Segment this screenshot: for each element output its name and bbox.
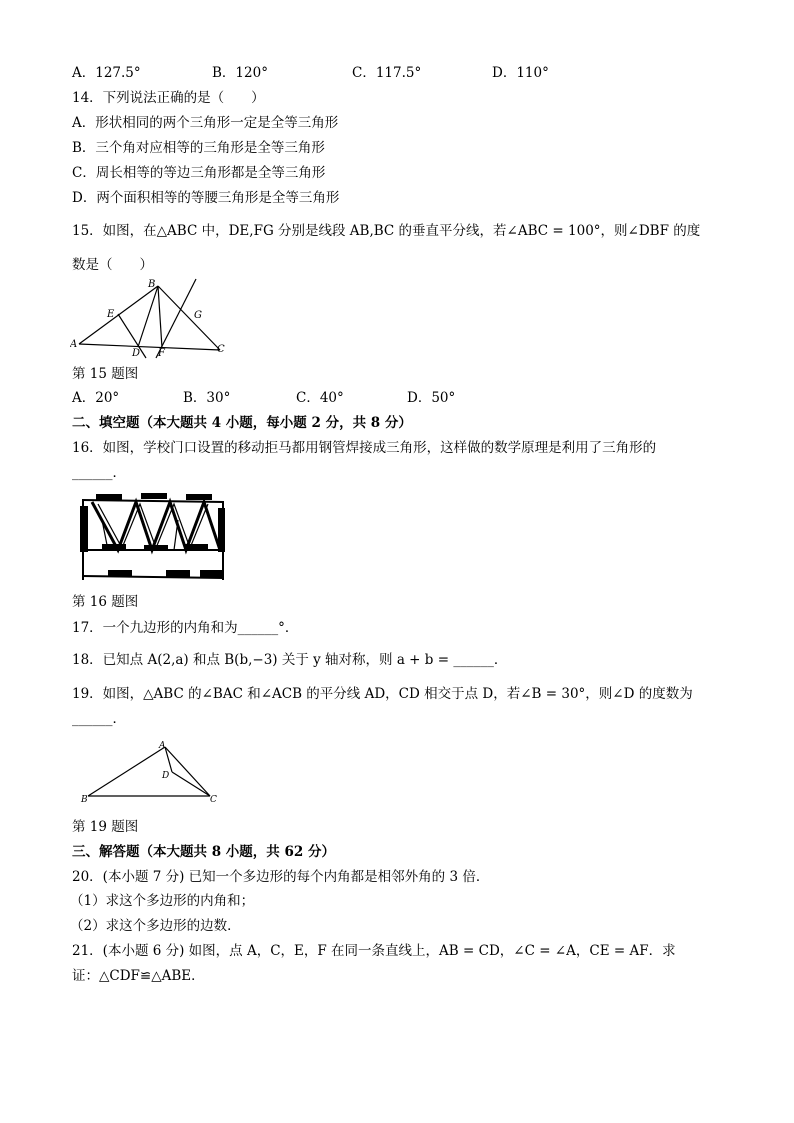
q15-segment-bf — [158, 286, 162, 348]
q15-option-c: C．40° — [296, 390, 344, 406]
q19-label-b: B — [81, 795, 88, 805]
q20-sub1: （1）求这个多边形的内角和； — [70, 893, 255, 909]
q14-option-a: A．形状相同的两个三角形一定是全等三角形 — [72, 115, 339, 131]
q20-stem: 20．(本小题 7 分) 已知一个多边形的每个内角都是相邻外角的 3 倍． — [72, 869, 490, 885]
q15-label-d: D — [132, 348, 141, 359]
section2-heading: 二、填空题（本大题共 4 小题，每小题 2 分，共 8 分） — [72, 415, 412, 431]
q14-option-c: C．周长相等的等边三角形都是全等三角形 — [72, 165, 326, 181]
q19-stem-line2: ______． — [72, 711, 126, 727]
q15-option-b: B．30° — [183, 390, 231, 406]
q15-label-c: C — [217, 344, 225, 355]
q21-stem-line2: 证：△CDF≌△ABE． — [72, 968, 205, 984]
q15-option-a: A．20° — [72, 390, 120, 406]
q19-caption: 第 19 题图 — [72, 819, 139, 835]
q19-label-d: D — [162, 771, 170, 781]
q18-stem: 18．已知点 A(2,a) 和点 B(b,−3) 关于 y 轴对称，则 a + b = ______． — [72, 652, 508, 668]
q15-label-e: E — [107, 309, 115, 320]
q19-stem-line1: 19．如图，△ABC 的∠BAC 和∠ACB 的平分线 AD，CD 相交于点 D，若∠B = 30°，则∠D 的度数为 — [72, 686, 693, 702]
q15-stem-line1: 15．如图，在△ABC 中，DE,FG 分别是线段 AB,BC 的垂直平分线，若∠ABC = 100°，则∠DBF 的度 — [72, 223, 701, 239]
q16-barrier-figure — [78, 490, 228, 586]
q15-figure — [70, 278, 230, 360]
q14-option-d: D．两个面积相等的等腰三角形是全等三角形 — [72, 190, 340, 206]
q15-caption: 第 15 题图 — [72, 366, 139, 382]
q19-segment-ab — [88, 747, 165, 796]
q15-option-d: D．50° — [407, 390, 456, 406]
q14-stem: 14．下列说法正确的是（ ） — [72, 90, 265, 106]
q15-segment-bc — [158, 286, 220, 350]
q21-stem-line1: 21．(本小题 6 分) 如图，点 A，C，E，F 在同一条直线上，AB = CD，∠C = ∠A，CE = AF．求 — [72, 943, 676, 959]
q15-label-b: B — [148, 279, 156, 290]
q19-label-a: A — [159, 741, 166, 751]
q13-option-c: C．117.5° — [352, 65, 422, 81]
q15-label-g: G — [194, 310, 202, 321]
q19-figure — [78, 738, 223, 806]
q16-caption: 第 16 题图 — [72, 594, 139, 610]
q13-option-a: A．127.5° — [72, 65, 141, 81]
q16-stem-line2: ______． — [72, 465, 126, 481]
q13-option-b: B．120° — [212, 65, 268, 81]
q14-option-b: B．三个角对应相等的三角形是全等三角形 — [72, 140, 325, 156]
q15-segment-bd — [138, 286, 158, 347]
q20-sub2: （2）求这个多边形的边数． — [70, 918, 241, 934]
q19-label-c: C — [210, 795, 217, 805]
q15-label-a: A — [70, 339, 78, 350]
q15-segment-ac — [79, 344, 220, 350]
section3-heading: 三、解答题（本大题共 8 小题，共 62 分） — [72, 844, 335, 860]
q15-stem-line2: 数是（ ） — [72, 257, 153, 273]
q17-stem: 17．一个九边形的内角和为______°． — [72, 620, 299, 636]
q13-option-d: D．110° — [492, 65, 549, 81]
q16-stem-line1: 16．如图，学校门口设置的移动拒马都用钢管焊接成三角形，这样做的数学原理是利用了三角形的 — [72, 440, 657, 456]
q15-label-f: F — [158, 348, 165, 359]
